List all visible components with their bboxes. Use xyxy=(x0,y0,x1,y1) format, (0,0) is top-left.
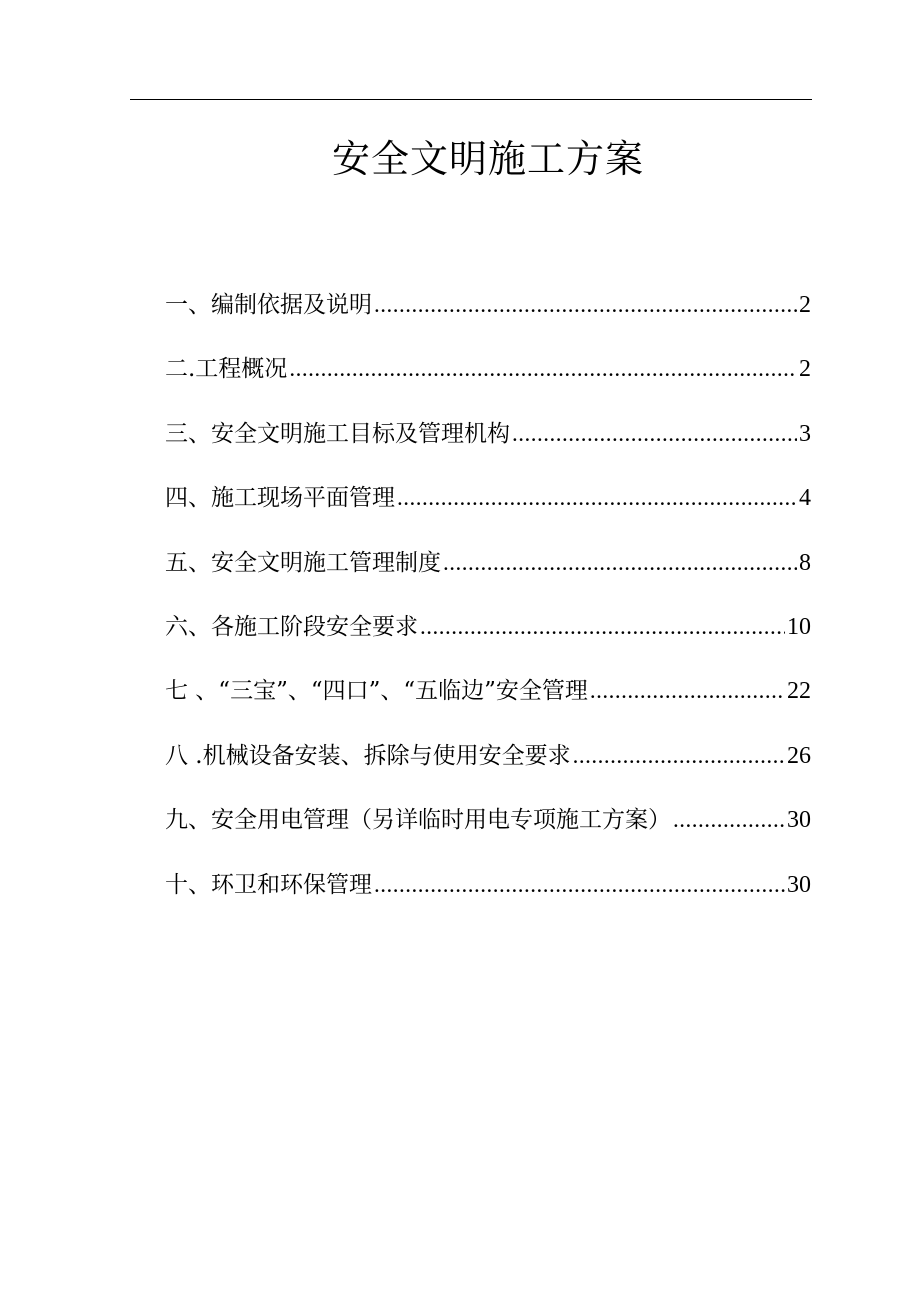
toc-dot-leader xyxy=(374,860,785,910)
toc-entry[interactable] xyxy=(165,538,811,602)
toc-entry-label: 七 、“三宝”、“四口”、“五临边”安全管理 xyxy=(165,678,588,705)
toc-page-number: 4 xyxy=(799,485,811,512)
toc-dot-leader xyxy=(673,795,785,845)
document-title: 安全文明施工方案 xyxy=(331,137,644,181)
toc-entry[interactable] xyxy=(165,473,811,537)
toc-dot-leader xyxy=(590,666,785,716)
toc-entry-label: 八 .机械设备安装、拆除与使用安全要求 xyxy=(165,742,571,769)
toc-dot-leader xyxy=(512,409,797,459)
toc-entry-label: 五、安全文明施工管理制度 xyxy=(165,549,441,576)
toc-page-number: 8 xyxy=(799,549,811,576)
toc-entry-label: 六、各施工阶段安全要求 xyxy=(165,613,418,640)
toc-dot-leader xyxy=(397,473,797,523)
toc-page-number: 22 xyxy=(787,678,811,705)
toc-entry[interactable] xyxy=(165,666,811,730)
toc-entry[interactable] xyxy=(165,860,811,924)
toc-page-number: 10 xyxy=(787,613,811,640)
toc-entry[interactable] xyxy=(165,344,811,408)
toc-page-number: 30 xyxy=(787,807,811,834)
toc-entry-label: 一、编制依据及说明 xyxy=(165,292,372,318)
toc-entry-label: 三、安全文明施工目标及管理机构 xyxy=(165,420,510,447)
toc-entry-label: 十、环卫和环保管理 xyxy=(165,871,372,898)
toc-page-number: 3 xyxy=(799,420,811,447)
header-rule xyxy=(130,99,812,100)
toc-page-number: 2 xyxy=(799,292,811,318)
toc-entry[interactable] xyxy=(165,409,811,473)
table-of-contents xyxy=(165,280,811,924)
toc-entry-label: 九、安全用电管理（另详临时用电专项施工方案） xyxy=(165,807,671,834)
toc-dot-leader xyxy=(573,731,785,781)
toc-entry-label: 二.工程概况 xyxy=(165,356,288,383)
toc-page-number: 2 xyxy=(799,356,811,383)
toc-entry[interactable] xyxy=(165,795,811,859)
toc-entry[interactable] xyxy=(165,731,811,795)
toc-dot-leader xyxy=(420,602,785,652)
toc-page-number: 26 xyxy=(787,742,811,769)
toc-dot-leader xyxy=(289,344,797,394)
toc-entry-label: 四、施工现场平面管理 xyxy=(165,485,395,512)
toc-entry[interactable] xyxy=(165,602,811,666)
toc-dot-leader xyxy=(443,538,797,588)
toc-page-number: 30 xyxy=(787,871,811,898)
toc-entry[interactable] xyxy=(165,280,811,344)
toc-dot-leader xyxy=(374,280,797,330)
